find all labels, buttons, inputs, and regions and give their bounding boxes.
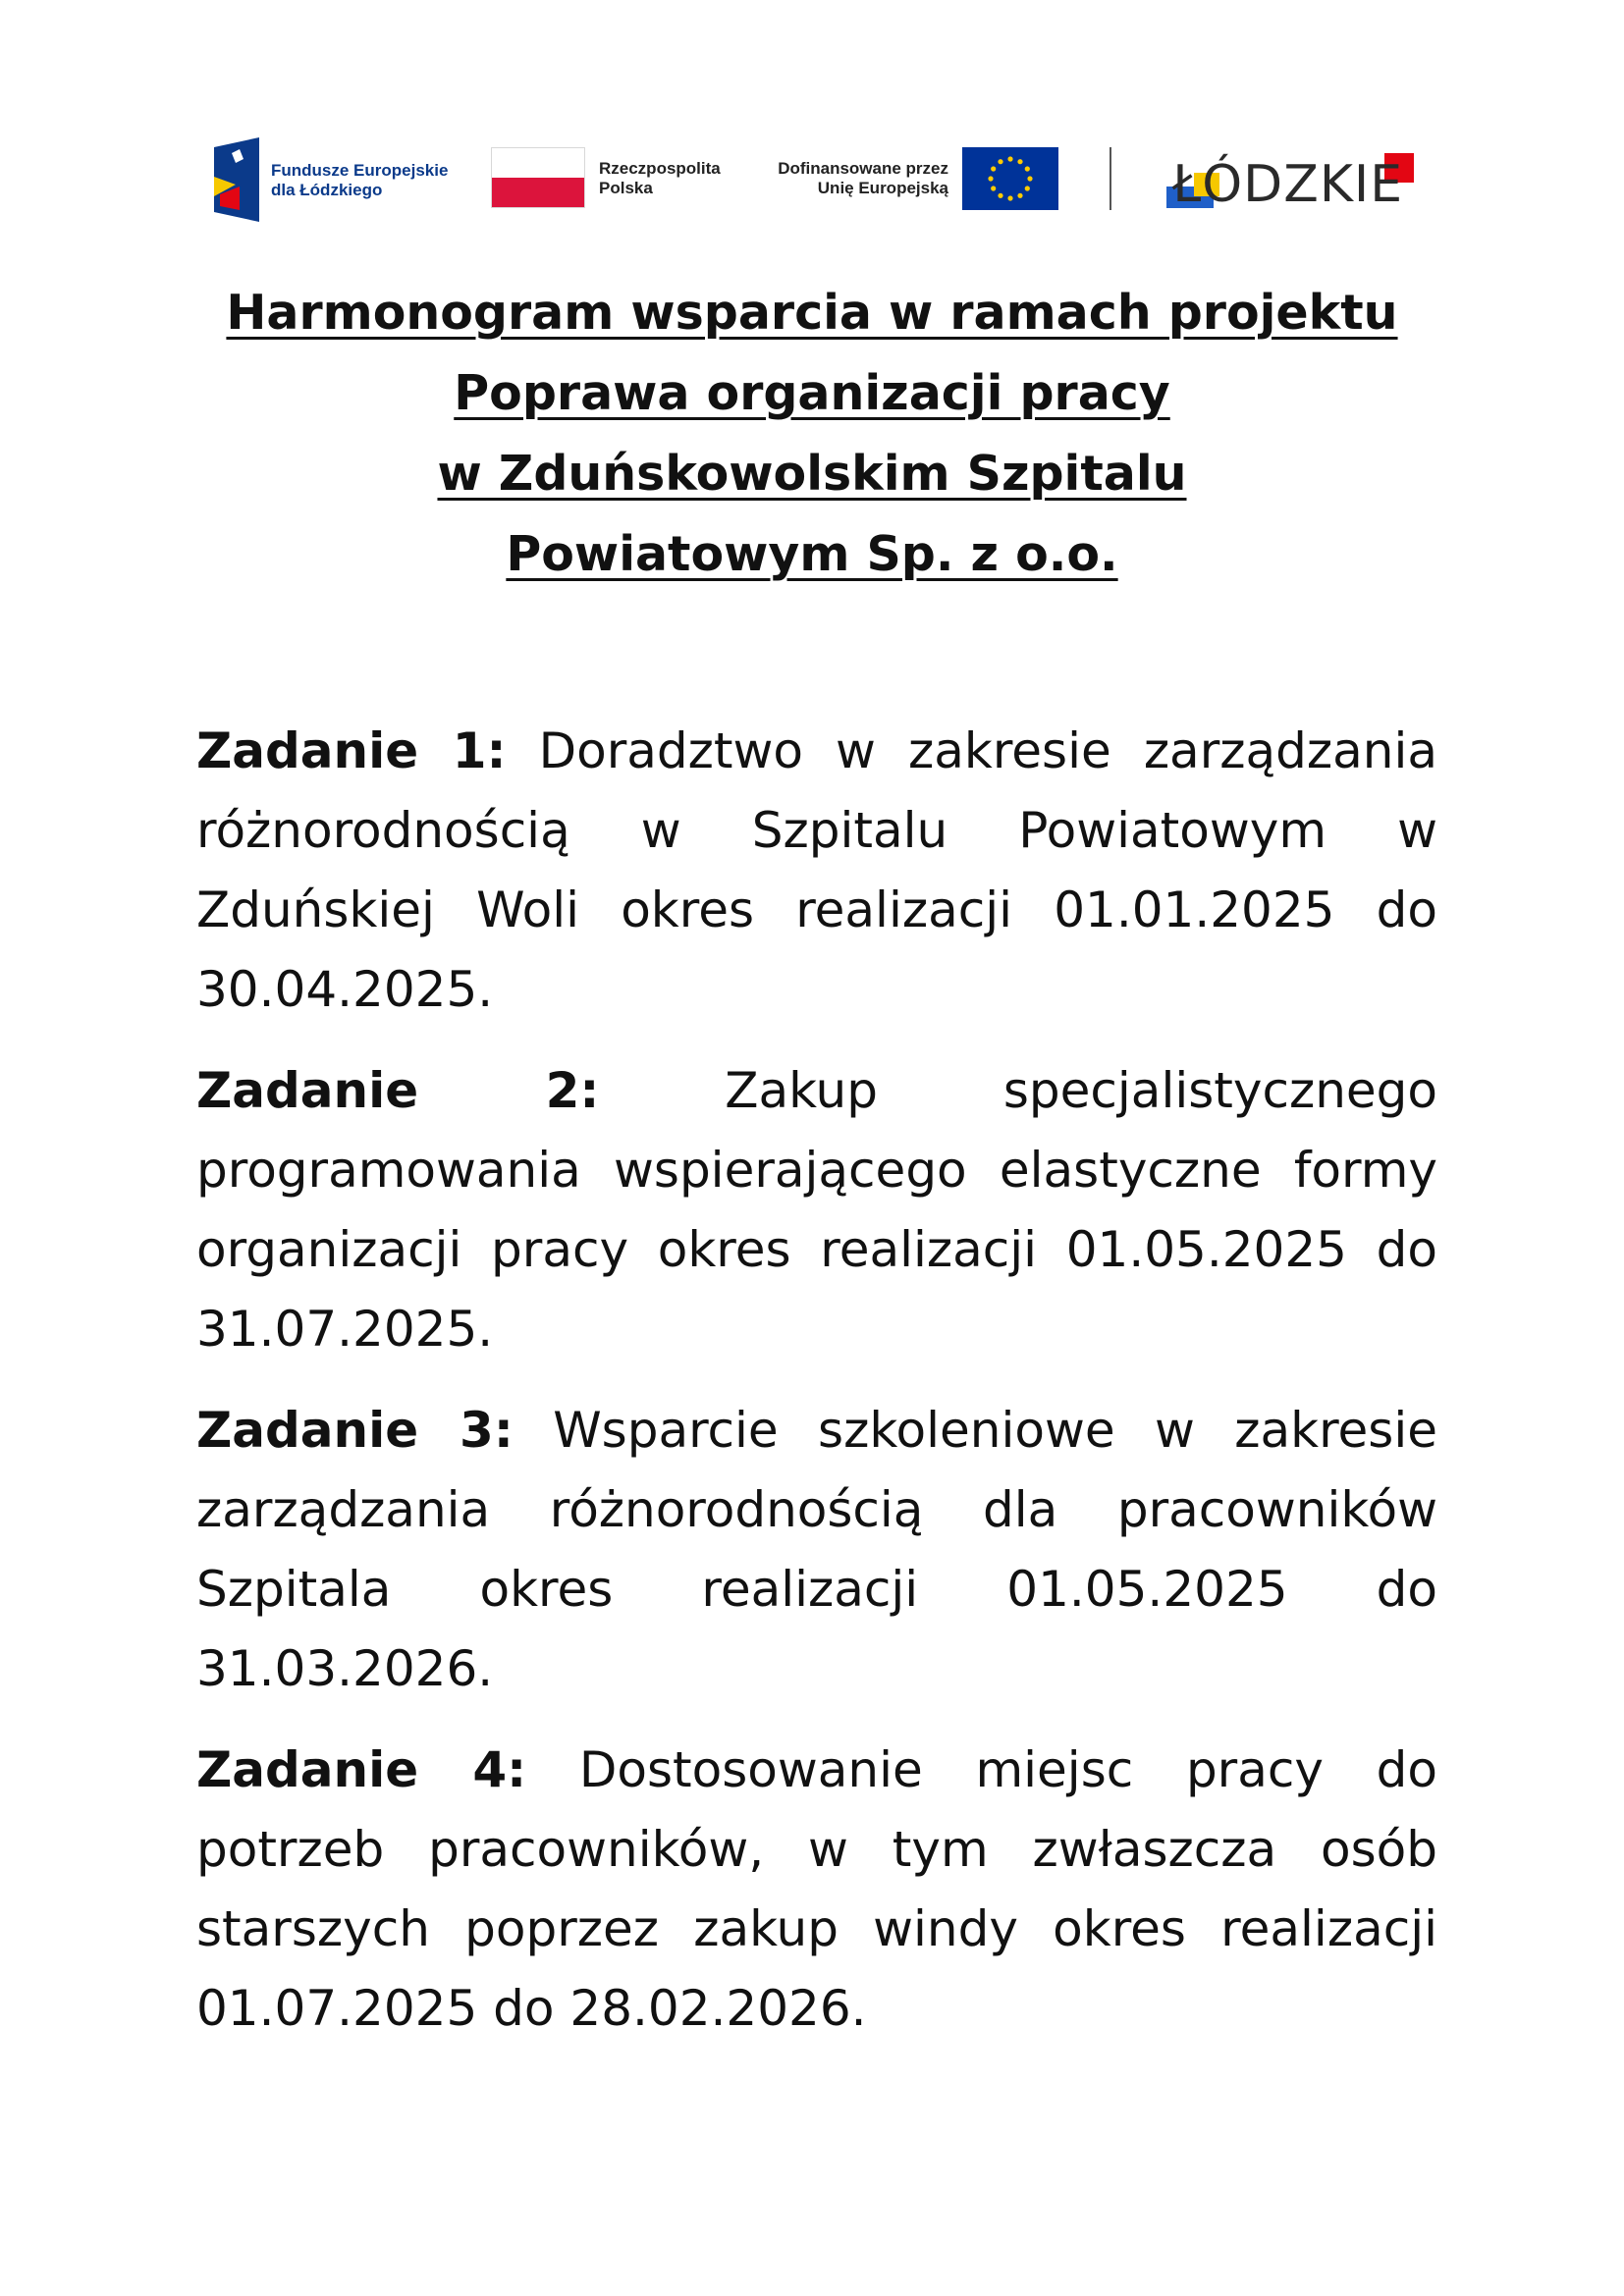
eu-funding-logo [764,147,1058,216]
task-label: Zadanie 2: [196,1062,600,1119]
task-label: Zadanie 4: [196,1741,527,1798]
rzeczpospolita-polska-logo [491,147,727,216]
fundusze-europejskie-logo [214,137,460,222]
rp-line-1: Rzeczpospolita [599,159,721,178]
lodzkie-wordmark: ŁÓDZKIE [1172,155,1404,214]
fundusze-europejskie-text [271,161,448,200]
polish-flag-icon [491,147,585,208]
task-item [196,1051,1437,1369]
task-item [196,712,1437,1030]
task-text: Dostosowanie miejsc pracy do potrzeb pracowników, w tym zwłaszcza osób starszych poprzez zakup windy okres realizacji 01.07.2025 do 28.02.2026. [196,1741,1437,2037]
title-line-3: w Zduńskowolskim Szpitalu [437,446,1187,502]
rzeczpospolita-text [599,159,721,198]
title-line-1: Harmonogram wsparcia w ramach projektu [226,285,1398,341]
logo-divider [1110,147,1111,210]
task-item [196,1731,1437,2049]
lodzkie-logo [1166,153,1422,212]
task-text: Zakup specjalistycznego programowania wspierającego elastyczne formy organizacji pracy okres realizacji 01.05.2025 do 31.07.2025. [196,1062,1437,1358]
logo-bar [214,135,1422,224]
fundusze-line-2: dla Łódzkiego [271,181,383,199]
eu-flag-icon [962,147,1058,210]
eu-funding-text [778,159,948,198]
task-item [196,1391,1437,1709]
task-label: Zadanie 1: [196,722,507,779]
eu-line-2: Unię Europejską [817,179,948,197]
rp-line-2: Polska [599,179,653,197]
page-title [147,273,1477,595]
task-text: Wsparcie szkoleniowe w zakresie zarządzania różnorodnością dla pracowników Szpitala okres realizacji 01.05.2025 do 31.03.2026. [196,1402,1437,1697]
title-line-2: Poprawa organizacji pracy [454,365,1170,421]
task-list [196,712,1437,2070]
task-label: Zadanie 3: [196,1402,514,1459]
fundusze-europejskie-icon [214,137,259,222]
task-text: Doradztwo w zakresie zarządzania różnorodnością w Szpitalu Powiatowym w Zduńskiej Woli okres realizacji 01.01.2025 do 30.04.2025. [196,722,1437,1018]
fundusze-line-1: Fundusze Europejskie [271,161,449,180]
eu-line-1: Dofinansowane przez [778,159,948,178]
title-line-4: Powiatowym Sp. z o.o. [506,526,1118,582]
